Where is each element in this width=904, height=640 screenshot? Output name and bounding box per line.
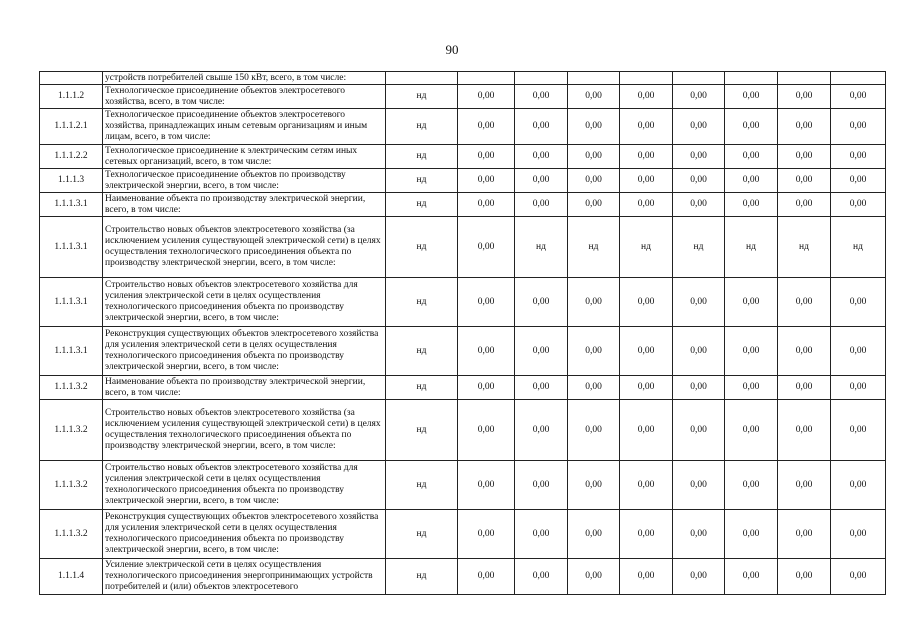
row-value: 0,00 [515, 169, 568, 193]
row-value: 0,00 [515, 376, 568, 400]
row-value: 0,00 [568, 327, 620, 376]
row-value: 0,00 [620, 193, 673, 217]
row-value: нд [515, 217, 568, 278]
row-value: 0,00 [515, 278, 568, 327]
row-value: 0,00 [673, 400, 725, 461]
row-value: 0,00 [568, 109, 620, 145]
row-value: 0,00 [620, 169, 673, 193]
row-value: 0,00 [673, 109, 725, 145]
table-row [40, 327, 886, 376]
row-value: нд [386, 559, 458, 595]
row-value: 0,00 [620, 327, 673, 376]
row-value: 0,00 [568, 461, 620, 510]
row-value: 0,00 [458, 400, 515, 461]
row-value: 0,00 [458, 278, 515, 327]
row-value: 0,00 [673, 559, 725, 595]
row-value [831, 72, 886, 85]
row-value: 0,00 [831, 461, 886, 510]
row-value: 0,00 [515, 559, 568, 595]
row-value: 0,00 [725, 400, 778, 461]
row-value: 0,00 [778, 169, 831, 193]
row-value: 0,00 [620, 278, 673, 327]
row-value: 0,00 [515, 400, 568, 461]
row-value: 0,00 [778, 461, 831, 510]
row-value: 0,00 [568, 376, 620, 400]
row-name: Строительство новых объектов электросетевого хозяйства для усиления электрической сети в целях осуществления технологического присоединения объекта по производству электрической энергии, всего, в том числе: [103, 461, 386, 510]
row-name: Реконструкция существующих объектов электросетевого хозяйства для усиления электрической сети в целях осуществления технологического присоединения объекта по производству электрической энергии, всего, в том числе: [103, 510, 386, 559]
row-value: 0,00 [458, 510, 515, 559]
row-value: 0,00 [515, 145, 568, 169]
row-value [620, 72, 673, 85]
row-value: нд [620, 217, 673, 278]
row-value: 0,00 [673, 278, 725, 327]
row-value: 0,00 [568, 193, 620, 217]
row-name: Строительство новых объектов электросетевого хозяйства (за исключением усиления существующей электрической сети) в целях осуществления технологического присоединения объекта по производству электрической энергии, всего, в том числе: [103, 400, 386, 461]
row-value [568, 72, 620, 85]
row-value: 0,00 [831, 193, 886, 217]
row-value: 0,00 [568, 169, 620, 193]
row-value: нд [831, 217, 886, 278]
row-value [778, 72, 831, 85]
row-value [515, 72, 568, 85]
row-code: 1.1.1.2 [40, 85, 103, 109]
row-name: устройств потребителей свыше 150 кВт, всего, в том числе: [103, 72, 386, 85]
row-value: нд [778, 217, 831, 278]
row-value: 0,00 [620, 510, 673, 559]
row-value: 0,00 [831, 327, 886, 376]
table-row [40, 278, 886, 327]
row-value: 0,00 [620, 461, 673, 510]
row-value: 0,00 [778, 109, 831, 145]
row-name: Наименование объекта по производству электрической энергии, всего, в том числе: [103, 376, 386, 400]
row-value: 0,00 [725, 193, 778, 217]
row-name: Строительство новых объектов электросетевого хозяйства (за исключением усиления существующей электрической сети) в целях осуществления технологического присоединения объекта по производству электрической энергии, всего, в том числе: [103, 217, 386, 278]
row-value: нд [386, 193, 458, 217]
row-name: Технологическое присоединение объектов по производству электрической энергии, всего, в том числе: [103, 169, 386, 193]
report-table [39, 71, 886, 595]
table-row [40, 461, 886, 510]
table-row [40, 217, 886, 278]
row-value [458, 72, 515, 85]
row-value: нд [725, 217, 778, 278]
row-value: 0,00 [831, 169, 886, 193]
row-value: 0,00 [725, 376, 778, 400]
row-value: 0,00 [831, 109, 886, 145]
table-row [40, 510, 886, 559]
row-value: 0,00 [620, 559, 673, 595]
row-code: 1.1.1.3.2 [40, 510, 103, 559]
row-value: 0,00 [725, 85, 778, 109]
table-row [40, 85, 886, 109]
row-value: 0,00 [778, 145, 831, 169]
table-body [40, 72, 886, 595]
row-code: 1.1.1.3.1 [40, 278, 103, 327]
table-row [40, 169, 886, 193]
row-value: нд [386, 85, 458, 109]
row-value: 0,00 [568, 278, 620, 327]
row-value: 0,00 [515, 193, 568, 217]
row-value: 0,00 [831, 400, 886, 461]
row-value: нд [386, 217, 458, 278]
row-value: 0,00 [568, 400, 620, 461]
row-value: 0,00 [725, 327, 778, 376]
row-value: 0,00 [568, 559, 620, 595]
row-value: 0,00 [778, 278, 831, 327]
row-value: 0,00 [725, 278, 778, 327]
row-value: 0,00 [458, 217, 515, 278]
row-code: 1.1.1.2.1 [40, 109, 103, 145]
row-value: 0,00 [620, 400, 673, 461]
row-value: 0,00 [725, 461, 778, 510]
table-row [40, 109, 886, 145]
table-row [40, 193, 886, 217]
row-name: Строительство новых объектов электросетевого хозяйства для усиления электрической сети в целях осуществления технологического присоединения объекта по производству электрической энергии, всего, в том числе: [103, 278, 386, 327]
row-name: Наименование объекта по производству электрической энергии, всего, в том числе: [103, 193, 386, 217]
table-row [40, 559, 886, 595]
row-value: 0,00 [673, 327, 725, 376]
row-code: 1.1.1.3.1 [40, 217, 103, 278]
row-value: нд [386, 376, 458, 400]
row-code: 1.1.1.2.2 [40, 145, 103, 169]
row-value: 0,00 [725, 559, 778, 595]
row-value: 0,00 [831, 510, 886, 559]
row-value: 0,00 [620, 145, 673, 169]
row-value: нд [673, 217, 725, 278]
row-value: 0,00 [515, 510, 568, 559]
row-value: 0,00 [778, 400, 831, 461]
row-value: 0,00 [620, 109, 673, 145]
row-value: 0,00 [831, 278, 886, 327]
row-value [725, 72, 778, 85]
row-code: 1.1.1.3.2 [40, 376, 103, 400]
row-value: 0,00 [458, 193, 515, 217]
row-value: 0,00 [515, 109, 568, 145]
row-value: 0,00 [778, 376, 831, 400]
row-value: 0,00 [673, 376, 725, 400]
row-value: 0,00 [458, 85, 515, 109]
row-name: Усиление электрической сети в целях осуществления технологического присоединения энергопринимающих устройств потребителей и (или) объектов электросетевого [103, 559, 386, 595]
row-value: 0,00 [831, 559, 886, 595]
row-value: 0,00 [673, 510, 725, 559]
row-value: 0,00 [725, 169, 778, 193]
row-value: 0,00 [515, 327, 568, 376]
row-value: 0,00 [458, 109, 515, 145]
row-value: нд [386, 278, 458, 327]
row-value: 0,00 [458, 327, 515, 376]
row-value [673, 72, 725, 85]
row-value: 0,00 [778, 85, 831, 109]
table-row [40, 145, 886, 169]
row-value: 0,00 [831, 85, 886, 109]
row-code: 1.1.1.3.2 [40, 461, 103, 510]
row-value: 0,00 [831, 145, 886, 169]
row-value: 0,00 [568, 85, 620, 109]
row-code: 1.1.1.3.1 [40, 193, 103, 217]
row-value: 0,00 [515, 85, 568, 109]
page-number: 90 [445, 42, 459, 57]
row-value: 0,00 [620, 376, 673, 400]
row-value: 0,00 [458, 559, 515, 595]
row-value: 0,00 [673, 461, 725, 510]
row-value: 0,00 [568, 510, 620, 559]
row-value: 0,00 [778, 193, 831, 217]
row-value: 0,00 [568, 145, 620, 169]
table-row [40, 72, 886, 85]
row-value: 0,00 [725, 510, 778, 559]
table-row [40, 400, 886, 461]
row-value: 0,00 [725, 109, 778, 145]
row-name: Технологическое присоединение объектов электросетевого хозяйства, всего, в том числе: [103, 85, 386, 109]
row-value: 0,00 [778, 559, 831, 595]
row-name: Технологическое присоединение объектов электросетевого хозяйства, принадлежащих иным сетевым организациям и иным лицам, всего, в том числе: [103, 109, 386, 145]
row-value: 0,00 [831, 376, 886, 400]
row-value: 0,00 [458, 376, 515, 400]
row-value: 0,00 [778, 510, 831, 559]
row-code: 1.1.1.4 [40, 559, 103, 595]
row-value: 0,00 [673, 85, 725, 109]
row-value: 0,00 [725, 145, 778, 169]
row-code: 1.1.1.3 [40, 169, 103, 193]
row-value: нд [386, 461, 458, 510]
row-value: нд [386, 400, 458, 461]
row-value: нд [386, 169, 458, 193]
row-code: 1.1.1.3.2 [40, 400, 103, 461]
row-value: 0,00 [458, 461, 515, 510]
row-code [40, 72, 103, 85]
row-value: 0,00 [673, 145, 725, 169]
row-value: 0,00 [515, 461, 568, 510]
row-name: Технологическое присоединение к электрическим сетям иных сетевых организаций, всего, в том числе: [103, 145, 386, 169]
row-value: нд [386, 510, 458, 559]
row-value: 0,00 [458, 145, 515, 169]
row-name: Реконструкция существующих объектов электросетевого хозяйства для усиления электрической сети в целях осуществления технологического присоединения объекта по производству электрической энергии, всего, в том числе: [103, 327, 386, 376]
row-code: 1.1.1.3.1 [40, 327, 103, 376]
row-value: 0,00 [778, 327, 831, 376]
row-value [386, 72, 458, 85]
row-value: нд [386, 109, 458, 145]
row-value: 0,00 [673, 169, 725, 193]
table-row [40, 376, 886, 400]
row-value: 0,00 [458, 169, 515, 193]
row-value: 0,00 [673, 193, 725, 217]
row-value: 0,00 [620, 85, 673, 109]
row-value: нд [386, 145, 458, 169]
row-value: нд [568, 217, 620, 278]
row-value: нд [386, 327, 458, 376]
